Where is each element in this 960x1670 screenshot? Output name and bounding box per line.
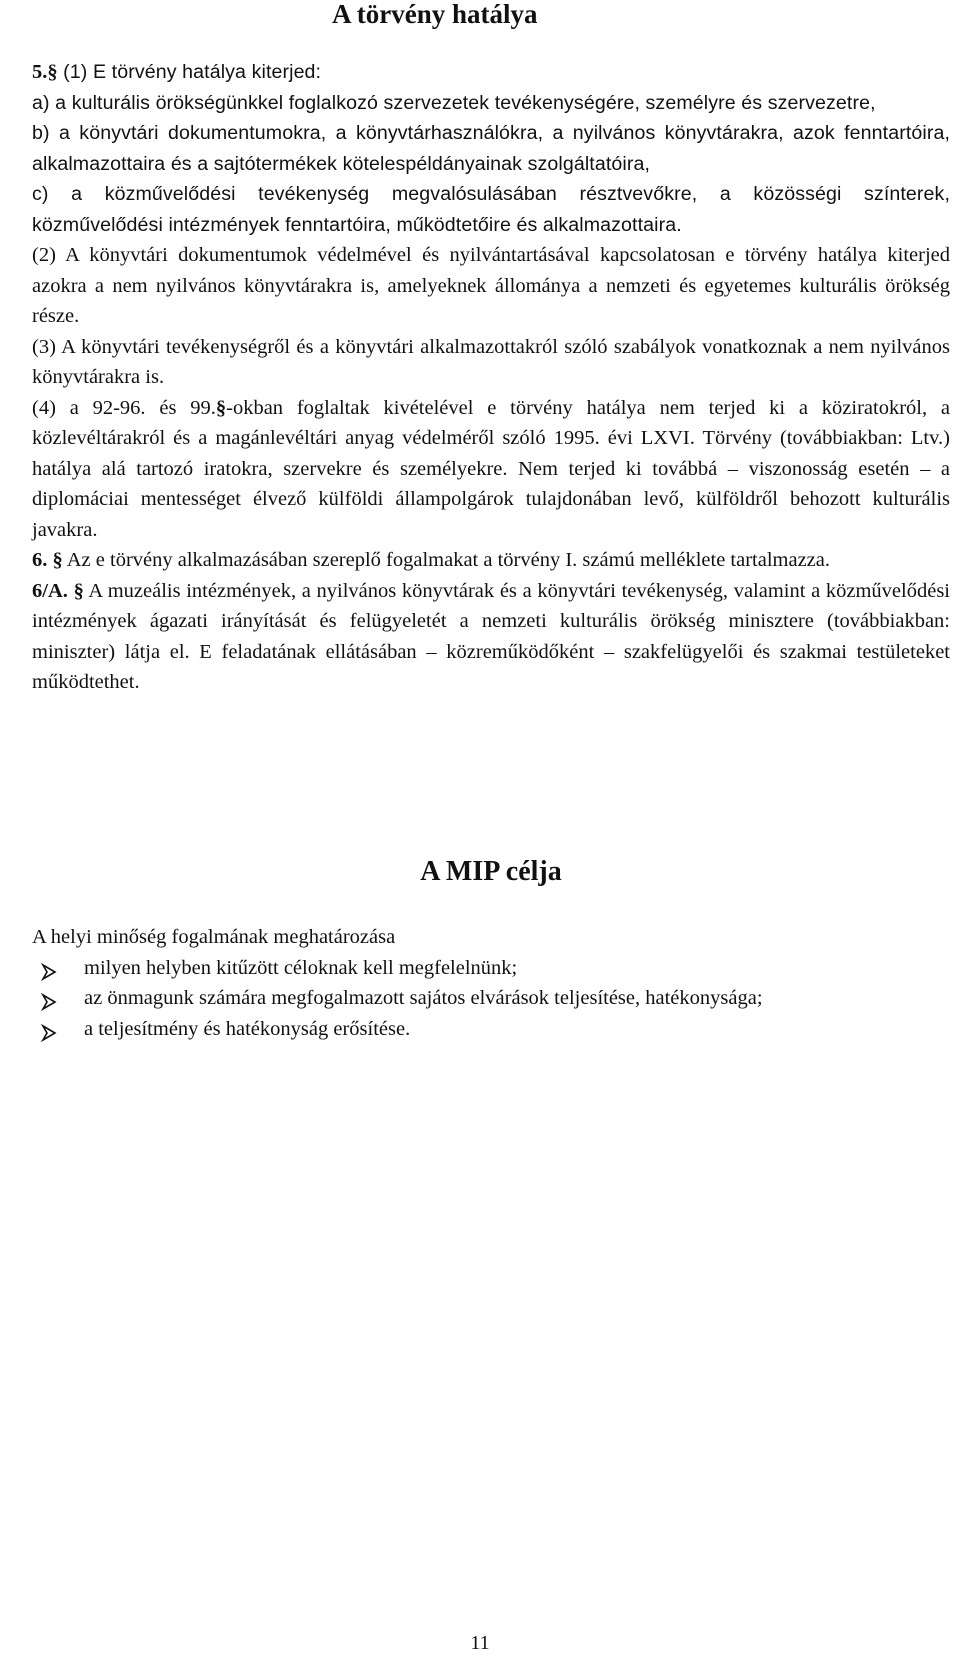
paragraph-6a — [32, 576, 950, 698]
mip-goal-section — [32, 922, 950, 1044]
paragraph-text: (1) E törvény hatálya kiterjed: — [57, 61, 322, 83]
paragraph-5-point-b: b) a könyvtári dokumentumokra, a könyvtárhasználókra, a nyilvános könyvtárakra, azok fenntartóira, alkalmazottaira és a sajtótermékek kötelespéldányainak szolgáltatóira, — [32, 122, 950, 175]
list-item-text: milyen helyben kitűzött céloknak kell megfelelnünk; — [84, 956, 518, 979]
paragraph-5-subsection-4 — [32, 393, 950, 546]
paragraph-number: 6/A. — [32, 579, 68, 602]
paragraph-5-intro — [32, 57, 950, 88]
section-sign: § — [73, 579, 84, 602]
paragraph-number: 5. — [32, 61, 48, 83]
list-item — [32, 983, 950, 1014]
paragraph-5-subsection-2: (2) A könyvtári dokumentumok védelmével és nyilvántartásával kapcsolatosan e törvény hatálya kiterjed azokra a nem nyilvános könyvtárakra is, amelyeknek állománya a nemzeti és egyetemes kulturális örökség része. — [32, 244, 950, 327]
section-title: A MIP célja — [420, 856, 562, 887]
paragraph-5-point-c: c) a közművelődési tevékenység megvalósulásában résztvevőkre, a közösségi színterek, közművelődési intézmények fenntartóira, működtetőire és alkalmazottaira. — [32, 183, 950, 236]
paragraph-text: -okban foglaltak kivételével e törvény hatálya nem terjed ki a köziratokról, a közlevéltárakról és a magánlevéltári anyag védelméről szóló 1995. évi LXVI. Törvény (továbbiakban: Ltv.) hatálya alá tartozó iratokra, szervekre és személyekre. Nem terjed ki továbbá – viszonosság esetén – a diplomáciai mentességet élvező külföldi állampolgárok tulajdonában levő, külföldről behozott kulturális javakra. — [32, 396, 950, 541]
list-item — [32, 1014, 950, 1045]
section-intro: A helyi minőség fogalmának meghatározása — [32, 926, 396, 948]
page-number: 11 — [470, 1632, 490, 1654]
arrow-right-icon — [40, 1021, 58, 1052]
section-title: A törvény hatálya — [332, 0, 538, 29]
paragraph-5-subsection-3: (3) A könyvtári tevékenységről és a könyvtári alkalmazottakról szóló szabályok vonatkoznak a nem nyilvános könyvtárakra is. — [32, 335, 950, 388]
paragraph-text: Az e törvény alkalmazásában szereplő fogalmakat a törvény I. számú melléklete tartalmazza. — [62, 549, 830, 571]
law-scope-section — [32, 57, 950, 698]
paragraph-5-point-a: a) a kulturális örökségünkkel foglalkozó szervezetek tevékenységére, személyre és szervezetre, — [32, 91, 876, 114]
paragraph-text: A muzeális intézmények, a nyilvános könyvtárak és a könyvtári tevékenység, valamint a közművelődési intézmények ágazati irányítását és felügyeletét a nemzeti kulturális örökség minisztere (továbbiakban: miniszter) látja el. E feladatának ellátásában – közreműködőként – szakfelügyelői és szakmai testületeket működtethet. — [32, 579, 950, 693]
list-item-text: a teljesítmény és hatékonyság erősítése. — [84, 1017, 411, 1040]
paragraph-text: (4) a 92-96. és 99. — [32, 396, 216, 419]
section-sign: § — [52, 549, 63, 571]
section-sign: § — [47, 61, 58, 83]
section-sign: § — [215, 396, 227, 419]
list-item — [32, 953, 950, 984]
goal-list — [32, 953, 950, 1045]
paragraph-number: 6. — [32, 549, 48, 571]
paragraph-6 — [32, 545, 950, 576]
list-item-text: az önmagunk számára megfogalmazott sajátos elvárások teljesítése, hatékonysága; — [84, 987, 763, 1009]
